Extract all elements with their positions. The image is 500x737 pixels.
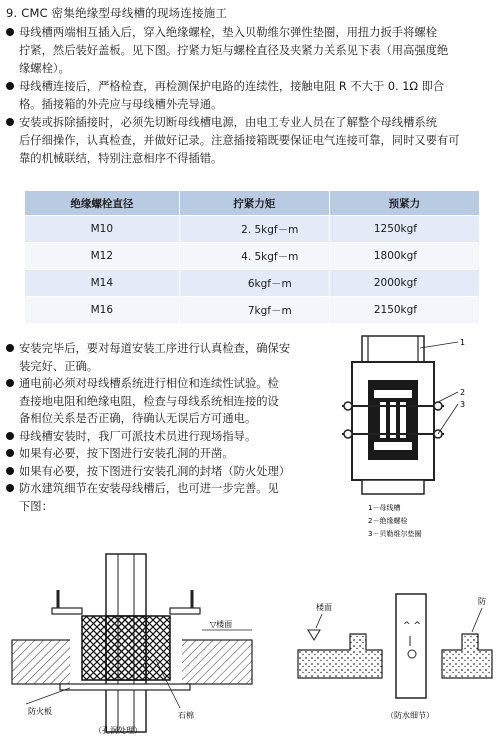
list-item <box>6 463 332 481</box>
busway-joint-diagram <box>338 330 496 550</box>
bullet-line: 装完好、正确。 <box>19 359 99 373</box>
callout-label: 2 <box>460 388 466 397</box>
bullet-line: 母线槽安装时，我厂可派技术员进行现场指导。 <box>19 429 257 443</box>
bullet-line: 后仔细操作，认真检查，并做好记录。注意插接箱既要保证电气连接可靠，同时又要有可 <box>19 134 460 147</box>
legend-line: 2－绝缘螺栓 <box>368 517 408 525</box>
bullet-line: 格。插接箱的外壳应与母线槽外壳导通。 <box>19 98 223 111</box>
bullet-icon <box>6 449 14 457</box>
list-item <box>6 445 332 463</box>
busway-upper <box>362 336 424 362</box>
list-item <box>6 340 332 375</box>
bullet-line: 安装或拆除插接时，必须先切断母线槽电源，由电工专业人员在了解整个母线槽系统 <box>19 116 437 129</box>
list-item <box>6 78 492 114</box>
busway-lower <box>362 480 424 494</box>
slab-left <box>298 634 382 678</box>
table-row <box>25 243 480 270</box>
table-cell: 2000kgf <box>329 270 479 297</box>
busway-face-icon: ^ ^ <box>403 621 421 631</box>
bullet-icon <box>6 379 14 387</box>
section-heading: 9. CMC 密集绝缘型母线槽的现场连接施工 <box>6 6 228 20</box>
stone-label: 石棉 <box>178 711 194 720</box>
legend-line: 1－母线槽 <box>368 504 401 512</box>
bullet-line: 拧紧，然后装好盖板。见下图。拧紧力矩与螺栓直径及夹紧力关系见下表（用高强度绝 <box>19 44 449 57</box>
busway-vertical <box>396 594 426 698</box>
bullet-line: 如果有必要，按下图进行安装孔洞的封堵（防火处理） <box>19 464 291 478</box>
bullet-line: 如果有必要，按下图进行安装孔洞的开凿。 <box>19 447 234 460</box>
table-header: 绝缘螺栓直径 <box>25 191 180 216</box>
table-cell: 7kgf－m <box>179 297 329 324</box>
floor-label: ▽楼面 <box>210 620 233 629</box>
callout-label: 1 <box>460 338 466 347</box>
bullet-icon <box>6 28 14 36</box>
hole-treatment-diagram <box>6 550 268 736</box>
torque-table <box>24 190 480 324</box>
bullet-line: 缘螺栓）。 <box>19 62 70 75</box>
list-item <box>6 375 332 428</box>
cut-label: 防 <box>478 597 486 606</box>
table-cell: 6kgf－m <box>179 270 329 297</box>
bullet-icon <box>6 118 14 126</box>
bottom-bullet-list <box>6 340 332 515</box>
table-row <box>25 270 480 297</box>
table-cell: 1800kgf <box>329 243 479 270</box>
table-cell: 2. 5kgf－m <box>179 216 329 243</box>
bullet-line: 安装完毕后，要对每道安装工序进行认真检查，确保安 <box>19 342 291 355</box>
bullet-icon <box>6 484 14 492</box>
bullet-line: 通电前必须对母线槽系统进行相位和连续性试验。检 <box>19 377 279 390</box>
bullet-line: 查接地电阻和绝缘电阻，检查与母线系统相连接的设 <box>19 394 279 408</box>
list-item <box>6 428 332 446</box>
floor-label: 楼面 <box>316 603 332 612</box>
bracket-icon <box>170 590 200 614</box>
table-row <box>25 297 480 324</box>
table-cell: 4. 5kgf－m <box>179 243 329 270</box>
table-cell: M14 <box>25 270 180 297</box>
bullet-icon <box>6 82 14 90</box>
bullet-line: 母线槽两端相互插入后，穿入绝缘螺栓，垫入贝勒维尔弹性垫圈，用扭力扳手将螺栓 <box>19 26 437 39</box>
fire-board-label: 防火板 <box>28 707 52 716</box>
bullet-line: 备相位关系是否正确，待确认无误后方可通电。 <box>19 412 257 425</box>
bullet-line: 防水建筑细节在安装母线槽后，也可进一步完善。见 <box>19 482 279 495</box>
table-header: 拧紧力矩 <box>179 191 329 216</box>
slab-right <box>442 634 492 678</box>
diagram-caption: （孔洞处理） <box>94 726 142 735</box>
bullet-icon <box>6 432 14 440</box>
legend-line: 3－贝勒维尔垫圈 <box>368 530 422 538</box>
table-cell: M10 <box>25 216 180 243</box>
bullet-line: 母线槽连接后，严格检查，再检测保护电路的连续性，接触电阻 R 不大于 0. 1Ω 即合 <box>19 80 445 93</box>
list-item <box>6 480 332 515</box>
table-cell: M16 <box>25 297 180 324</box>
callout-label: 3 <box>460 400 466 409</box>
diagram-caption: （防水细节） <box>386 711 434 720</box>
top-bullet-list <box>6 24 492 168</box>
bullet-line: 靠的机械联结，特别注意相序不得插错。 <box>19 152 223 165</box>
table-cell: 2150kgf <box>329 297 479 324</box>
table-cell: 1250kgf <box>329 216 479 243</box>
waterproof-diagram <box>292 590 496 730</box>
table-cell: M12 <box>25 243 180 270</box>
bullet-icon <box>6 344 14 352</box>
bracket-icon <box>52 590 82 614</box>
table-row <box>25 216 480 243</box>
bullet-icon <box>6 467 14 475</box>
list-item <box>6 24 492 78</box>
table-header: 预紧力 <box>329 191 479 216</box>
bullet-line: 下图： <box>19 499 53 513</box>
list-item <box>6 114 492 168</box>
